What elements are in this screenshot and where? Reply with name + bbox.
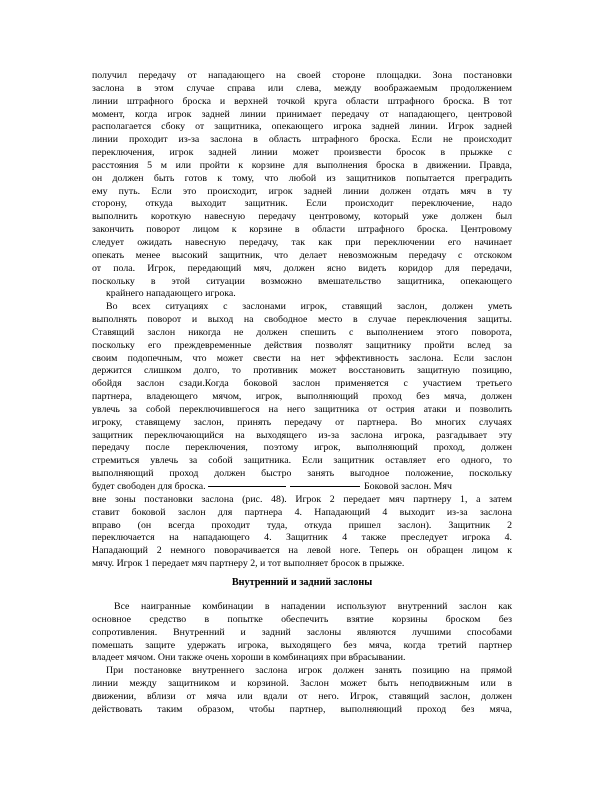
- text-line: переключения, игрок задней линии может произвести бросок в прыжке с: [92, 147, 512, 159]
- text-line: располагается сбоку от защитника, опекающего игрока задней линии. Игрок задней: [92, 121, 512, 133]
- line-before-gap: будет свободен для броска.: [92, 481, 206, 492]
- text-line: выполняющий проход должен быстро занять выгодное положение, поскольку: [92, 468, 512, 480]
- text-line: момент, когда игрок задней линии принимает передачу от нападающего, центровой: [92, 108, 512, 120]
- text-line: Во всех ситуациях с заслонами игрок, ставящий заслон, должен уметь: [106, 301, 512, 313]
- text-line: обойдя заслон сзади.Когда боковой заслон применяется с участием третьего: [92, 378, 512, 390]
- text-line: переключается на нападающего 4. Защитник 4 также преследует игрока 4.: [92, 532, 512, 544]
- text-line: При постановке внутреннего заслона игрок должен занять позицию на прямой: [106, 665, 512, 677]
- text-line: поскольку в этой ситуации возможно вмешательство защитника, опекающего: [92, 275, 512, 287]
- text-line: Ставящий заслон никогда не должен спешить с выполнением этого поворота,: [92, 326, 512, 338]
- paragraph-1: [92, 70, 512, 301]
- underline-rule: [208, 486, 286, 487]
- text-line: поскольку его преждевременные действия позволят защитнику пройти вслед за: [92, 339, 512, 351]
- text-line: увлечь за собой переключившегося на него защитника от острия атаки и позволить: [92, 403, 512, 415]
- text-line: крайнего нападающего игрока.: [106, 288, 236, 300]
- text-line: защитник переключающийся на выходящего из-за заслона игрока, разгадывает эту: [92, 429, 512, 441]
- text-line: Нападающий 2 немного поворачивается на левой ноге. Теперь он обращен лицом к: [92, 545, 512, 557]
- text-line: помешать защите удержать игрока, выходящего без мяча, когда третий партнер: [92, 639, 512, 651]
- paragraph-2-gap-line: [92, 481, 512, 494]
- text-line: следует ожидать навесную передачу, так как при переключении его начинает: [92, 236, 512, 248]
- text-line: вправо (он всегда проходит туда, откуда пришел заслон). Защитник 2: [92, 519, 512, 531]
- text-line: сторону, откуда выходит защитник. Если происходит переключение, надо: [92, 198, 512, 210]
- paragraph-4: [92, 665, 512, 716]
- text-line: линии проходит из-за заслона в область штрафного броска. Если не происходит: [92, 134, 512, 146]
- paragraph-3: [92, 601, 512, 665]
- text-line: мячу. Игрок 1 передает мяч партнеру 2, и тот выполняет бросок в прыжке.: [92, 558, 405, 570]
- text-line: заслона в этом случае справа или слева, между воображаемым продолжением: [92, 82, 512, 94]
- text-line: от пола. Игрок, передающий мяч, должен ясно видеть коридор для передачи,: [92, 262, 512, 274]
- text-line: получил передачу от нападающего на своей стороне площадки. Зона постановки: [92, 70, 512, 81]
- text-line: линии между защитником и корзиной. Заслон может быть неподвижным или в: [92, 678, 512, 690]
- text-line: своим подопечным, что может свести на нет эффективность заслона. Если заслон: [92, 352, 512, 364]
- text-line: передачу после переключения, поэтому игрок, выполняющий проход, должен: [92, 442, 512, 454]
- text-line: выполнять поворот и выход на свободное место в случае переключения защиты.: [92, 314, 512, 326]
- text-block-bottom: [92, 601, 512, 717]
- paragraph-2: [92, 301, 512, 481]
- paragraph-2-tail: [92, 494, 512, 571]
- text-line: основное средство в попытке обеспечить взятие корзины броском без: [92, 613, 512, 625]
- text-line: партнера, владеющего мячом, игрок, выполняющий проход без мяча, должен: [92, 391, 512, 403]
- line-after-gap: Боковой заслон. Мяч: [364, 481, 452, 492]
- text-line: стремиться увлечь за собой защитника. Если защитник оставляет его одного, то: [92, 455, 512, 467]
- text-line: ему путь. Если это происходит, игрок задней линии должен отдать мяч в ту: [92, 185, 512, 197]
- text-line: выполнить короткую навесную передачу центровому, который уже должен был: [92, 211, 512, 223]
- text-block-top: [92, 70, 512, 571]
- text-line: Все наигранные комбинации в нападении используют внутренний заслон как: [114, 601, 512, 612]
- text-line: владеет мячом. Они также очень хороши в комбинациях при вбрасывании.: [92, 652, 406, 664]
- text-line: линии штрафного броска и верхней точкой круга области штрафного броска. В тот: [92, 95, 512, 107]
- underline-rule: [290, 486, 360, 487]
- text-line: он должен быть готов к тому, что любой из защитников попытается преградить: [92, 172, 512, 184]
- text-line: закончить поворот лицом к корзине в области штрафного броска. Центровому: [92, 224, 512, 236]
- text-line: расстояния 5 м или пройти к корзине для выполнения броска в движении. Правда,: [92, 159, 512, 171]
- text-line: ставит боковой заслон для партнера 4. Нападающий 4 выходит из-за заслона: [92, 506, 512, 518]
- text-line: держится слишком долго, то противник может восстановить защитную позицию,: [92, 365, 512, 377]
- text-line: вне зоны постановки заслона (рис. 48). Игрок 2 передает мяч партнеру 1, а затем: [92, 493, 512, 505]
- text-line: сопротивления. Внутренний и задний заслоны являются лучшими способами: [92, 626, 512, 638]
- text-line: игроку, ставящему заслон, принять передачу от партнера. Во многих случаях: [92, 416, 512, 428]
- text-line: движении, вблизи от мяча или вдали от него. Игрок, ставящий заслон, должен: [92, 690, 512, 702]
- text-line: опекать менее высокий защитник, что делает невозможным передачу с отскоком: [92, 249, 512, 261]
- text-line: действовать таким образом, чтобы партнер, выполняющий проход без мяча,: [92, 703, 512, 715]
- section-heading: Внутренний и задний заслоны: [231, 577, 373, 588]
